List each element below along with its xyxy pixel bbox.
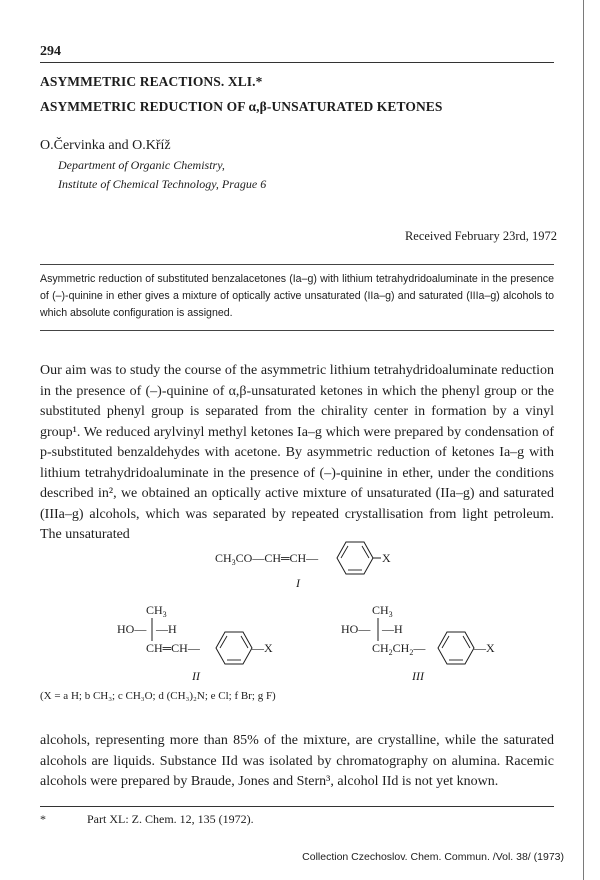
article-title-line-2: ASYMMETRIC REDUCTION OF α,β-UNSATURATED KETONES <box>40 99 443 114</box>
formula-III-ho: HO— <box>341 622 371 636</box>
footnote-mark: * <box>40 812 46 826</box>
formula-III-bottom-a: CH <box>372 641 389 655</box>
formula-III-bottom-a-sub: 2 <box>388 648 393 657</box>
svg-text:CH2CH2— <box>372 641 426 657</box>
formula-III-bottom-dash: — <box>413 641 426 655</box>
formula-II-benzene-ring <box>216 632 252 664</box>
footnote <box>40 812 254 827</box>
journal-citation: Collection Czechoslov. Chem. Commun. /Vol. 38/ (1973) <box>302 851 564 863</box>
article-title-line-1: ASYMMETRIC REACTIONS. XLI.* <box>40 74 263 89</box>
svg-text:CH3 <box>146 603 167 619</box>
svg-text:CH3CO—CH═CH— <box>215 551 319 567</box>
formula-III-top: CH <box>372 603 389 617</box>
formula-I-label: I <box>296 576 300 590</box>
formula-III-x: —X <box>474 641 495 655</box>
abstract: Asymmetric reduction of substituted benzalacetones (Ia–g) with lithium tetrahydridoaluminate in the presence of (–)-quinine in ether gives a mixture of optically active unsaturated (IIa–g) and saturated (IIIa–g) alcohols to which absolute configuration is assigned. <box>40 273 554 319</box>
formula-I-pre: CH <box>215 551 232 565</box>
affiliation-line-2: Institute of Chemical Technology, Prague 6 <box>58 177 267 191</box>
formula-III <box>341 603 495 683</box>
formula-II-h: —H <box>156 622 177 636</box>
body-paragraph-2: alcohols, representing more than 85% of the mixture, are crystalline, while the saturated alcohols are liquids. Substance IId was isolated by chromatography on alumina. Racemic alcohols were prepared by Braude, Jones and Stern³, alcohol IId is not yet known. <box>40 733 554 789</box>
footnote-rule <box>40 806 554 807</box>
formula-II-top-sub: 3 <box>162 610 167 619</box>
substituent-legend: (X = a H; b CH₃; c CH₃O; d (CH₃)₂N; e Cl; f Br; g F) <box>40 690 276 702</box>
formula-I-x: X <box>382 551 391 565</box>
formula-I <box>215 542 391 590</box>
formula-III-benzene-ring <box>438 632 474 664</box>
formula-II-x: —X <box>252 641 273 655</box>
body-paragraph-1: Our aim was to study the course of the asymmetric lithium tetrahydridoaluminate reduction in the presence of (–)-quinine of α,β-unsaturated ketones in which the phenyl group or the substituted phenyl group is separated from the chirality center in formation by a vinyl group¹. We reduced arylvinyl methyl ketones Ia–g which were prepared by condensation of p-substituted benzaldehydes with acetone. By asymmetric reduction of ketones Ia–g with lithium tetrahydridoaluminate in the presence of (–)-quinine in ether, under the conditions described in², we obtained an optically active mixture of unsaturated (IIa–g) and saturated (IIIa–g) alcohols, which was separated by repeated crystallisation from light petroleum. The unsaturated <box>40 363 554 542</box>
page-number: 294 <box>40 44 61 59</box>
formula-II-bottom: CH═CH— <box>146 641 200 655</box>
formula-I-pre-sub: 3 <box>231 558 236 567</box>
formula-III-top-sub: 3 <box>388 610 393 619</box>
received-date: Received February 23rd, 1972 <box>404 229 557 243</box>
formula-II-top: CH <box>146 603 163 617</box>
formula-I-benzene-ring <box>337 542 373 574</box>
formula-II-label: II <box>192 669 200 683</box>
footnote-text: Part XL: Z. Chem. 12, 135 (1972). <box>87 812 254 826</box>
formula-III-h: —H <box>382 622 403 636</box>
formula-III-label: III <box>412 669 424 683</box>
authors: O.Červinka and O.Kříž <box>40 138 171 153</box>
formula-I-chain: CO—CH═CH— <box>235 551 319 565</box>
formula-III-bottom-b: CH <box>392 641 410 655</box>
affiliation-line-1: Department of Organic Chemistry, <box>58 158 225 172</box>
formula-II-ho: HO— <box>117 622 147 636</box>
formula-II <box>117 603 273 683</box>
svg-text:CH3 <box>372 603 393 619</box>
formula-III-bottom-b-sub: 2 <box>409 648 414 657</box>
